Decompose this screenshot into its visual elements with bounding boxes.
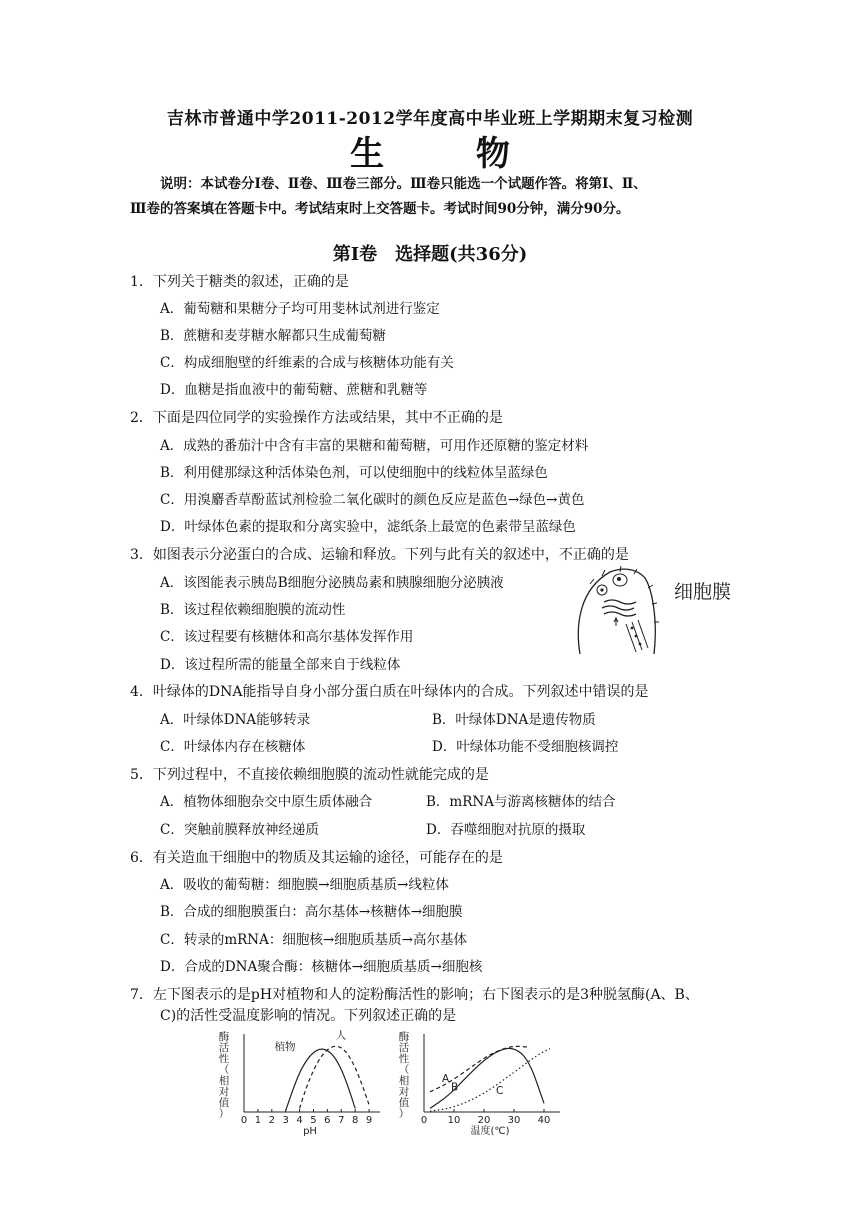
subject-title: 生 物 (350, 134, 550, 174)
ph-enzyme-chart (214, 1030, 384, 1142)
y-axis-label: 酶活性（相对值） (398, 1031, 410, 1120)
question-1-option-b: B．蔗糖和麦芽糖水解都只生成葡萄糖 (160, 328, 386, 344)
temperature-enzyme-chart (394, 1030, 564, 1142)
question-2-option-d: D．叶绿体色素的提取和分离实验中，滤纸条上最宽的色素带呈蓝绿色 (160, 519, 576, 535)
question-1-stem: 1．下列关于糖类的叙述，正确的是 (130, 274, 349, 290)
question-4-stem: 4．叶绿体的DNA能指导自身小部分蛋白质在叶绿体内的合成。下列叙述中错误的是 (130, 684, 649, 700)
x-tick-label: 40 (537, 1115, 551, 1126)
x-tick-label: 1 (254, 1115, 262, 1126)
question-6-option-c: C．转录的mRNA：细胞核→细胞质基质→高尔基体 (160, 932, 467, 948)
question-3-option-c: C．该过程要有核糖体和高尔基体发挥作用 (160, 629, 414, 645)
x-tick-label: 0 (420, 1115, 428, 1126)
x-tick-label: 5 (310, 1115, 317, 1126)
question-4-option-a: A．叶绿体DNA能够转录 (160, 712, 311, 728)
question-5-option-c: C．突触前膜释放神经递质 (160, 822, 319, 838)
question-4-option-c: C．叶绿体内存在核糖体 (160, 739, 306, 755)
question-1-option-c: C．构成细胞壁的纤维素的合成与核糖体功能有关 (160, 355, 454, 371)
question-6-option-d: D．合成的DNA聚合酶：核糖体→细胞质基质→细胞核 (160, 959, 483, 975)
question-7-stem-continued: C)的活性受温度影响的情况。下列叙述正确的是 (160, 1008, 457, 1024)
y-axis-label: 酶活性（相对值） (218, 1031, 230, 1120)
instructions-line-1: 说明：本试卷分Ⅰ卷、Ⅱ卷、Ⅲ卷三部分。Ⅲ卷只能选一个试题作答。将第Ⅰ、Ⅱ、 (160, 176, 647, 192)
series-label-A: A (442, 1072, 450, 1085)
x-tick-label: 0 (240, 1115, 248, 1126)
question-6-option-b: B．合成的细胞膜蛋白：高尔基体→核糖体→细胞膜 (160, 904, 463, 920)
x-tick-label: 8 (351, 1115, 359, 1126)
x-axis-label: pH (303, 1126, 317, 1137)
question-4-option-b: B．叶绿体DNA是遗传物质 (432, 712, 596, 728)
exam-instructions (130, 172, 730, 222)
exam-title: 吉林市普通中学2011-2012学年度高中毕业班上学期期末复习检测 (166, 109, 694, 129)
x-tick-label: 30 (507, 1115, 521, 1126)
series-label-人: 人 (335, 1030, 347, 1042)
question-2-option-b: B．利用健那绿这种活体染色剂，可以使细胞中的线粒体呈蓝绿色 (160, 465, 548, 481)
series-label-B: B (451, 1081, 459, 1094)
x-axis-label: 温度(℃) (470, 1126, 510, 1137)
instructions-line-2: Ⅲ卷的答案填在答题卡中。考试结束时上交答题卡。考试时间90分钟，满分90分。 (130, 201, 630, 217)
series-line-植物 (286, 1049, 355, 1110)
series-label-植物: 植物 (274, 1041, 296, 1054)
question-5-option-d: D．吞噬细胞对抗原的摄取 (426, 822, 586, 838)
question-7-stem: 7．左下图表示的是pH对植物和人的淀粉酶活性的影响；右下图表示的是3种脱氢酶(A、B、 (130, 987, 699, 1003)
series-line-A (430, 1046, 529, 1092)
question-3-option-a: A．该图能表示胰岛B细胞分泌胰岛素和胰腺细胞分泌胰液 (160, 575, 504, 591)
section-title: 第Ⅰ卷 选择题(共36分) (332, 244, 528, 265)
x-tick-label: 3 (282, 1115, 289, 1126)
x-tick-label: 4 (296, 1115, 303, 1126)
x-tick-label: 7 (338, 1115, 345, 1126)
question-5-option-b: B．mRNA与游离核糖体的结合 (426, 794, 616, 810)
cell-membrane-label: 细胞膜 (674, 581, 732, 603)
question-5-option-a: A．植物体细胞杂交中原生质体融合 (160, 794, 373, 810)
question-2-option-a: A．成熟的番茄汁中含有丰富的果糖和葡萄糖，可用作还原糖的鉴定材料 (160, 438, 589, 454)
question-3-option-b: B．该过程依赖细胞膜的流动性 (160, 602, 346, 618)
x-tick-label: 2 (268, 1115, 275, 1126)
question-1-option-a: A．葡萄糖和果糖分子均可用斐林试剂进行鉴定 (160, 301, 440, 317)
question-4-option-d: D．叶绿体功能不受细胞核调控 (432, 739, 619, 755)
x-tick-label: 20 (477, 1115, 491, 1126)
question-2-stem: 2．下面是四位同学的实验操作方法或结果，其中不正确的是 (130, 410, 503, 426)
secretion-cell-figure (570, 564, 740, 660)
x-tick-label: 9 (365, 1115, 373, 1126)
question-2-option-c: C．用溴麝香草酚蓝试剂检验二氧化碳时的颜色反应是蓝色→绿色→黄色 (160, 492, 585, 508)
question-3-stem: 3．如图表示分泌蛋白的合成、运输和释放。下列与此有关的叙述中，不正确的是 (130, 547, 629, 563)
x-tick-label: 10 (447, 1115, 461, 1126)
question-6-option-a: A．吸收的葡萄糖：细胞膜→细胞质基质→线粒体 (160, 877, 449, 893)
question-1-option-d: D．血糖是指血液中的葡萄糖、蔗糖和乳糖等 (160, 382, 428, 398)
series-label-C: C (496, 1085, 504, 1097)
question-3-option-d: D．该过程所需的能量全部来自于线粒体 (160, 657, 401, 673)
question-6-stem: 6．有关造血干细胞中的物质及其运输的途径，可能存在的是 (130, 850, 503, 866)
x-tick-label: 6 (324, 1115, 331, 1126)
question-5-stem: 5．下列过程中，不直接依赖细胞膜的流动性就能完成的是 (130, 767, 489, 783)
